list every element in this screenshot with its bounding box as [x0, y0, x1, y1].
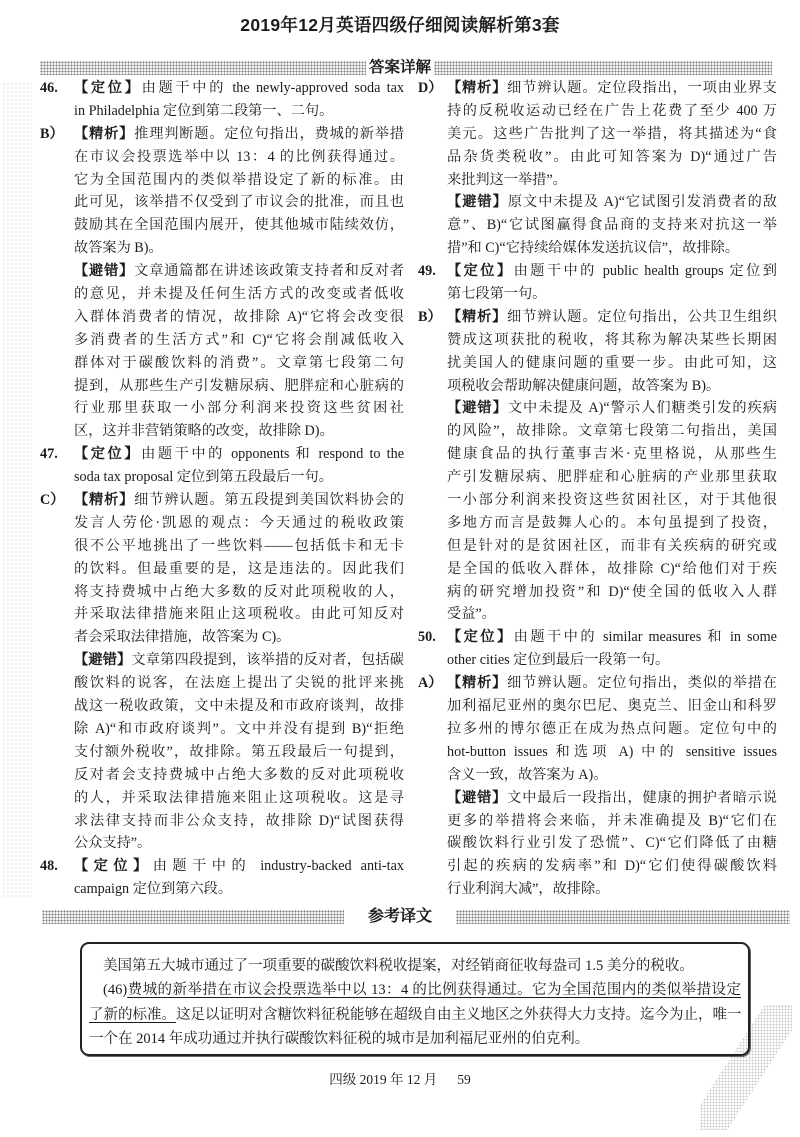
line-text: campaign 定位到第六段。 — [74, 881, 233, 898]
halftone-band-right — [434, 61, 772, 75]
page-title: 2019年12月英语四级仔细阅读解析第3套 — [240, 15, 560, 35]
text-line — [74, 855, 404, 878]
text-line — [74, 420, 404, 443]
section-tag: 【定位】 — [74, 446, 142, 463]
translation-section-header — [0, 907, 800, 927]
text-line — [447, 558, 777, 581]
answer-paragraph — [418, 260, 777, 306]
text-line — [447, 603, 777, 626]
text-line — [447, 214, 777, 237]
text-line — [74, 832, 404, 855]
text-line — [447, 146, 777, 169]
text-line — [447, 191, 777, 214]
answer-paragraph — [418, 626, 777, 672]
section-tag: 【精析】 — [447, 308, 508, 325]
line-text: 多消费者的生活方式”和 C)“它将会削减低收入 — [74, 331, 404, 348]
line-text: 细节辨认题。定位段指出，一项由业界支 — [507, 80, 777, 96]
text-line — [74, 718, 404, 741]
line-text: 含义一致，故答案为 A)。 — [447, 766, 608, 783]
line-text: 扰美国人的健康问题的重要一步。由此可知，这 — [447, 354, 777, 371]
line-text: 很不公平地挑出了一些饮料——包括低卡和无卡 — [74, 537, 404, 554]
text-line — [74, 878, 404, 901]
left-column — [40, 77, 404, 901]
text-line — [74, 649, 404, 672]
line-text: 将支持费城中占绝大多数的反对此项税收的人， — [74, 583, 404, 600]
line-text: 赞成这项获批的税收，将其称为解决某些长期困 — [447, 331, 777, 348]
line-text: 故答案为 B)。 — [74, 240, 163, 257]
line-text: 行业利润大减”，故排除。 — [447, 881, 610, 898]
text-line — [74, 535, 404, 558]
text-line — [74, 558, 404, 581]
line-text: 引起的疾病的发病率”和 D)“它们使得碳酸饮料 — [447, 858, 777, 875]
text-line — [74, 352, 404, 375]
text-line — [74, 581, 404, 604]
section-tag: 【定位】 — [74, 858, 153, 875]
answer-paragraph — [418, 77, 777, 191]
line-text: 文章通篇都在讲述该政策支持者和反对者 — [134, 263, 404, 280]
line-text: 产引发糖尿病、肥胖症和心脏病的产业那里获取 — [447, 469, 777, 486]
text-line — [74, 375, 404, 398]
section-tag: 【精析】 — [447, 675, 508, 692]
line-text: 更多的举措将会来临，并未准确提及 B)“它们在 — [447, 812, 777, 829]
text-line — [74, 787, 404, 810]
question-label: 49. — [418, 263, 436, 280]
line-text: 在市议会投票选举中以 13：4 的比例获得通过。 — [74, 148, 404, 165]
line-text: 由题干中的 industry-backed anti-tax — [152, 858, 404, 875]
line-text: other cities 定位到最后一段第一句。 — [447, 652, 670, 669]
line-text: 由题干中的 similar measures 和 in some — [513, 629, 777, 646]
page-footer — [0, 1071, 800, 1089]
answer-paragraph — [40, 489, 404, 649]
text-line — [74, 100, 404, 123]
line-text: 行业那里获取一小部分利润来投资这些贫困社 — [74, 400, 404, 417]
line-text: 它为全国范围内的类似举措设定了新的标准。由 — [74, 171, 404, 188]
line-text: hot-button issues 和选项 A) 中的 sensitive issues — [447, 743, 777, 760]
question-label: 48. — [40, 858, 58, 875]
section-tag: 【精析】 — [74, 492, 135, 509]
text-line — [447, 810, 777, 833]
translation-line — [89, 1003, 741, 1027]
translation-text: 美国第五大城市通过了一项重要的碳酸饮料税收提案，对经销商征收每盎司 1.5 美分的税收。 — [103, 958, 694, 974]
text-line — [447, 764, 777, 787]
text-line — [74, 764, 404, 787]
section-tag: 【避错】 — [74, 263, 135, 280]
question-label: A） — [418, 675, 443, 692]
right-column — [418, 77, 777, 901]
text-line — [74, 695, 404, 718]
answer-paragraph — [40, 443, 404, 489]
question-label: B） — [418, 308, 442, 325]
line-text: 多地方而言是鼓舞人心的。本句虽提到了投资， — [447, 514, 777, 531]
text-line — [447, 375, 777, 398]
section-tag: 【定位】 — [447, 629, 514, 646]
line-text: 公众支持”。 — [74, 835, 152, 852]
line-text: 入群体消费者的情况，故排除 A)“它将会改变很 — [74, 308, 404, 325]
section-tag: 【避错】 — [447, 400, 508, 417]
answers-heading: 答案详解 — [368, 59, 431, 76]
text-line — [74, 672, 404, 695]
text-line — [447, 626, 777, 649]
text-line — [447, 787, 777, 810]
section-tag: 【精析】 — [447, 80, 508, 96]
answer-paragraph — [418, 306, 777, 398]
text-line — [447, 512, 777, 535]
answer-paragraph — [40, 77, 404, 123]
text-line — [447, 535, 777, 558]
text-line — [447, 878, 777, 901]
line-text: 反对者会支持费城中占绝大多数的反对此项税收 — [74, 766, 404, 783]
text-line — [447, 352, 777, 375]
line-text: 推理判断题。定位句指出，费城的新举措 — [134, 125, 404, 142]
answer-paragraph — [447, 191, 777, 260]
line-text: 群体对于碳酸饮料的消费”。文章第七段第二句 — [74, 354, 404, 371]
text-line — [74, 512, 404, 535]
text-line — [74, 397, 404, 420]
line-text: 来批判这一举措”。 — [447, 171, 567, 188]
text-line — [447, 420, 777, 443]
answer-paragraph — [447, 787, 777, 901]
line-text: soda tax proposal 定位到第五段最后一句。 — [74, 469, 333, 486]
text-line — [74, 741, 404, 764]
line-text: 此可见，该举措不仅受到了市议会的批准，而且也 — [74, 194, 404, 211]
line-text: 第七段第一句。 — [447, 286, 547, 303]
text-line — [74, 146, 404, 169]
text-line — [447, 329, 777, 352]
halftone-band-left — [42, 910, 344, 924]
text-line — [74, 466, 404, 489]
text-line — [447, 260, 777, 283]
line-text: 的人，并采取法律措施来阻止这项税收。这是寻 — [74, 789, 404, 806]
text-line — [447, 672, 777, 695]
underlined-text: 费城的新举措在市议会投票选举中以 13：4 的比例获得通过。它为全国范围内的类似举措设定 — [127, 982, 741, 999]
text-line — [447, 466, 777, 489]
translation-heading: 参考译文 — [367, 908, 432, 925]
text-line — [447, 443, 777, 466]
text-line — [74, 306, 404, 329]
line-text: 但是针对的是贫困社区，而非有关疾病的研究或 — [447, 537, 777, 554]
text-line — [447, 695, 777, 718]
text-line — [74, 214, 404, 237]
line-text: 拉多州的博尔德正在成为热点问题。定位句中的 — [447, 720, 777, 737]
text-line — [447, 581, 777, 604]
section-tag: 【定位】 — [447, 263, 514, 280]
line-text: 酸饮料的说客，在法庭上提出了尖锐的批评来挑 — [74, 675, 404, 692]
answer-paragraph — [418, 672, 777, 786]
section-tag: 【避错】 — [447, 194, 508, 211]
answer-paragraph — [74, 260, 404, 443]
line-text: 加利福尼亚州的奥尔巴尼、奥克兰、旧金山和科罗 — [447, 698, 777, 715]
line-text: 除 A)“和市政府谈判”。文中并没有提到 B)“拒绝 — [74, 720, 404, 737]
text-line — [74, 191, 404, 214]
line-text: 支付额外税收”，故排除。第五段最后一句提到， — [74, 743, 404, 760]
line-text: 细节辨认题。第五段提到美国饮料协会的 — [134, 492, 404, 509]
section-tag: 【精析】 — [74, 125, 135, 142]
text-line — [447, 741, 777, 764]
line-text: 提到，从那些生产引发糖尿病、肥胖症和心脏病的 — [74, 377, 404, 394]
translation-text: 一个在 2014 年成功通过并执行碳酸饮料征税的城市是加利福尼亚州的伯克利。 — [89, 1030, 590, 1047]
text-line — [447, 283, 777, 306]
text-line — [447, 718, 777, 741]
halftone-band-left — [40, 61, 366, 75]
question-label: D） — [418, 80, 443, 96]
line-text: 鼓励其在全国范围内展开，使其他城市陆续效仿， — [74, 217, 404, 234]
line-text: 意”、B)“它试图赢得食品商的支持来对抗这一举 — [447, 217, 777, 234]
answers-section-header — [0, 59, 800, 77]
text-line — [447, 397, 777, 420]
line-text: 品杂货类税收”。由此可知答案为 D)“通过广告 — [447, 148, 777, 165]
line-text: 细节辨认题。定位句指出，类似的举措在 — [507, 675, 777, 692]
answer-paragraph — [447, 397, 777, 626]
question-label: B） — [40, 125, 64, 142]
line-text: 项税收会帮助解决健康问题，故答案为 B)。 — [447, 377, 721, 394]
text-line — [447, 169, 777, 192]
line-text: 文章第四段提到，该举措的反对者，包括碳 — [131, 652, 404, 669]
line-text: 是全国的低收入群体，故排除 C)“给他们对于疾 — [447, 560, 777, 577]
scan-margin-dots — [2, 82, 32, 897]
translation-line — [89, 954, 741, 978]
page-number: 59 — [457, 1072, 471, 1087]
answer-paragraph — [40, 123, 404, 260]
text-line — [447, 649, 777, 672]
text-line — [74, 123, 404, 146]
line-text: 美元。这些广告批判了这一举措，将其描述为“食 — [447, 125, 777, 142]
text-line — [447, 77, 777, 100]
line-text: 碳酸饮料行业引发了恐慌”、C)“它们降低了由糖 — [447, 835, 777, 852]
text-line — [447, 489, 777, 512]
line-text: 健康食品的执行董事吉米·克里格说，从那些生 — [447, 446, 777, 463]
footer-label: 四级 2019 年 12 月 — [329, 1072, 438, 1087]
text-line — [447, 237, 777, 260]
line-text: 由题干中的 opponents 和 respond to the — [141, 446, 404, 463]
line-text: 受益”。 — [447, 606, 496, 623]
question-label: 50. — [418, 629, 436, 646]
text-line — [447, 123, 777, 146]
text-line — [74, 169, 404, 192]
text-line — [447, 100, 777, 123]
underlined-text: 了新的标准。 — [89, 1006, 176, 1023]
answer-paragraph — [74, 649, 404, 855]
text-line — [74, 603, 404, 626]
line-text: 文中未提及 A)“警示人们糖类引发的疾病 — [507, 400, 777, 417]
line-text: 一小部分利润来投资这些贫困社区，对于其他很 — [447, 492, 777, 509]
question-label: C） — [40, 492, 65, 509]
translation-line — [89, 1027, 741, 1051]
line-text: 发言人劳伦·凯恩的观点：今天通过的税收政策 — [74, 514, 404, 531]
line-text: in Philadelphia 定位到第二段第一、二句。 — [74, 102, 334, 119]
line-text: 战这一税收政策，文中未提及和市政府谈判，故排 — [74, 698, 404, 715]
translation-text: (46) — [103, 982, 128, 999]
line-text: 的意见，并未提及任何生活方式的改变或者低收 — [74, 286, 404, 303]
text-line — [74, 489, 404, 512]
halftone-band-right — [456, 910, 790, 924]
text-line — [74, 260, 404, 283]
section-tag: 【避错】 — [74, 652, 132, 669]
section-tag: 【避错】 — [447, 789, 508, 806]
line-text: 的风险”，故排除。文章第七段第二句指出，美国 — [447, 423, 777, 440]
line-text: 由题干中的 the newly-approved soda tax — [141, 80, 404, 96]
line-text: 由题干中的 public health groups 定位到 — [513, 263, 777, 280]
line-text: 并采取法律措施来阻止这项税收。由此可知反对 — [74, 606, 404, 623]
text-line — [74, 283, 404, 306]
translation-box — [80, 942, 750, 1056]
text-line — [447, 832, 777, 855]
text-line — [74, 329, 404, 352]
line-text: 的饮料。但最重要的是，这是违法的。因此我们 — [74, 560, 404, 577]
line-text: 持的反税收运动已经在广告上花费了至少 400 万 — [447, 102, 777, 119]
text-line — [74, 237, 404, 260]
translation-text: 这足以证明对含糖饮料征税能够在超级自由主义地区之外获得大力支持。迄今为止，唯一 — [176, 1006, 742, 1023]
section-tag: 【定位】 — [74, 80, 142, 96]
text-line — [447, 855, 777, 878]
line-text: 者会采取法律措施，故答案为 C)。 — [74, 629, 291, 646]
text-line — [74, 626, 404, 649]
text-line — [74, 810, 404, 833]
translation-line — [89, 978, 741, 1002]
line-text: 文中最后一段指出，健康的拥护者暗示说 — [507, 789, 777, 806]
text-line — [74, 77, 404, 100]
line-text: 求法律支持而非公众支持，故排除 D)“试图获得 — [74, 812, 404, 829]
question-label: 47. — [40, 446, 58, 463]
line-text: 区，这并非营销策略的改变，故排除 D)。 — [74, 423, 334, 440]
text-line — [447, 306, 777, 329]
line-text: 细节辨认题。定位句指出，公共卫生组织 — [507, 308, 777, 325]
line-text: 原文中未提及 A)“它试图引发消费者的敌 — [507, 194, 777, 211]
answer-paragraph — [40, 855, 404, 901]
line-text: 病的研究增加投资”和 D)“使全国的低收入人群 — [447, 583, 777, 600]
question-label: 46. — [40, 80, 58, 96]
line-text: 措”和 C)“它持续给媒体发送抗议信”，故排除。 — [447, 240, 740, 257]
text-line — [74, 443, 404, 466]
